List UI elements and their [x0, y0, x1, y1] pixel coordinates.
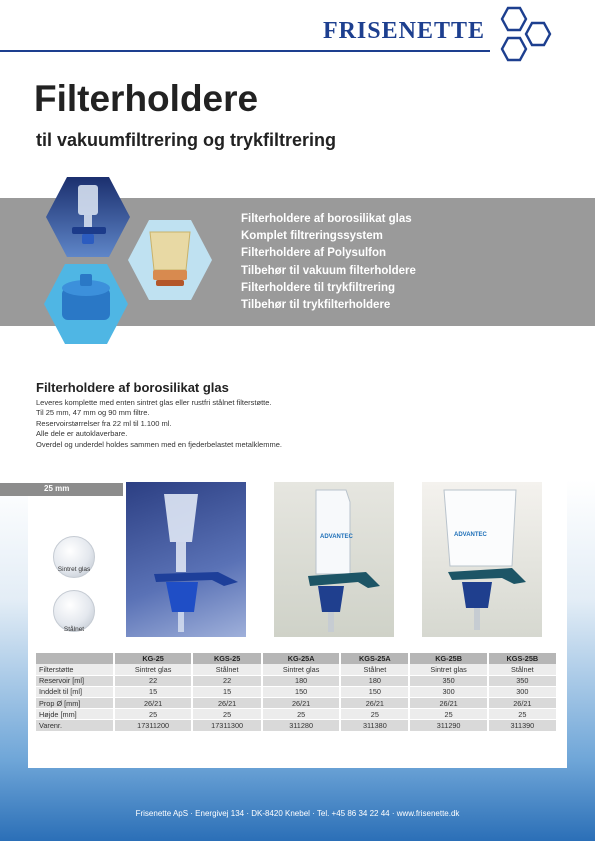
table-cell: Reservoir [ml] [36, 675, 114, 686]
table-cell: Sintret glas [409, 664, 487, 675]
table-row [36, 686, 557, 697]
category-link-polysulfon[interactable]: Filterholdere af Polysulfon [241, 247, 387, 260]
table-row [36, 675, 557, 686]
table-cell: Højde [mm] [36, 709, 114, 720]
table-row [36, 720, 557, 731]
header-cell: KG-25A [262, 653, 340, 664]
table-cell: 300 [409, 686, 487, 697]
table-cell: 22 [192, 675, 262, 686]
desc-line: Leveres komplette med enten sintret glas eller rustfri stålnet filterstøtte. [36, 398, 272, 407]
category-link-trykfiltrering[interactable]: Filterholdere til trykfiltrering [241, 281, 395, 294]
table-cell: 25 [192, 709, 262, 720]
table-cell: Stålnet [192, 664, 262, 675]
advantec-label: ADVANTEC [454, 532, 487, 538]
page-title: Filterholdere [34, 78, 259, 119]
photo-kg-25b [422, 482, 542, 637]
table-row [36, 709, 557, 720]
category-link-tryk-tilbehor[interactable]: Tilbehør til trykfilterholdere [241, 299, 391, 312]
category-link-komplet[interactable]: Komplet filtreringssystem [241, 230, 383, 243]
table-cell: Inddelt til [ml] [36, 686, 114, 697]
desc-line: Overdel og underdel holdes sammen med en fjederbelastet metalklemme. [36, 439, 282, 449]
table-cell: 26/21 [409, 698, 487, 709]
advantec-label: ADVANTEC [320, 534, 353, 540]
hexagon-logo-icon [496, 6, 558, 64]
section-description [36, 398, 282, 450]
table-cell: Stålnet [488, 664, 557, 675]
table-cell: 26/21 [262, 698, 340, 709]
spec-table [36, 653, 558, 732]
table-cell: 25 [488, 709, 557, 720]
header-cell [36, 653, 114, 664]
table-cell: 350 [488, 675, 557, 686]
desc-line: Til 25 mm, 47 mm og 90 mm filtre. [36, 408, 150, 418]
header-cell: KGS-25B [488, 653, 557, 664]
glass-filter-holder-hex-image [46, 175, 130, 259]
table-cell: 17311300 [192, 720, 262, 731]
table-cell: 311290 [409, 720, 487, 731]
desc-line: Reservoirstørrelser fra 22 ml til 1.100 ml. [36, 418, 172, 428]
table-cell: 350 [409, 675, 487, 686]
category-link-list [241, 211, 416, 314]
table-cell: Prop Ø [mm] [36, 698, 114, 709]
table-row [36, 698, 557, 709]
table-cell: Sintret glas [114, 664, 192, 675]
table-cell: 311380 [340, 720, 409, 731]
table-cell: 180 [262, 675, 340, 686]
header-rule [0, 50, 490, 52]
header-cell: KG-25B [409, 653, 487, 664]
sintered-glass-label: Sintret glas [57, 566, 91, 573]
table-cell: 150 [262, 686, 340, 697]
desc-line: Alle dele er autoklaverbare. [36, 429, 128, 439]
table-cell: 311390 [488, 720, 557, 731]
table-cell: 150 [340, 686, 409, 697]
table-cell: 15 [192, 686, 262, 697]
table-cell: 26/21 [340, 698, 409, 709]
table-cell: 26/21 [192, 698, 262, 709]
pressure-filter-hex-image [44, 262, 128, 346]
table-cell: 25 [340, 709, 409, 720]
polysulfon-filter-hex-image [128, 218, 212, 302]
table-cell: Stålnet [340, 664, 409, 675]
table-cell: Filterstøtte [36, 664, 114, 675]
table-cell: 17311200 [114, 720, 192, 731]
section-title: Filterholdere af borosilikat glas [36, 380, 229, 395]
table-cell: 25 [409, 709, 487, 720]
table-cell: 15 [114, 686, 192, 697]
table-cell: 25 [114, 709, 192, 720]
table-cell: 26/21 [488, 698, 557, 709]
spec-table-header [36, 653, 557, 664]
header-cell: KG-25 [114, 653, 192, 664]
photo-kg-25a [274, 482, 394, 637]
steel-mesh-label: Stålnet [63, 626, 85, 633]
table-cell: 300 [488, 686, 557, 697]
table-cell: 26/21 [114, 698, 192, 709]
table-cell: 311280 [262, 720, 340, 731]
footer-contact: Frisenette ApS · Energivej 134 · DK-8420 Knebel · Tel. +45 86 34 22 44 · www.frisenette.dk [135, 809, 460, 818]
category-link-vakuum-tilbehor[interactable]: Tilbehør til vakuum filterholdere [241, 264, 416, 277]
size-label: 25 mm [44, 484, 70, 493]
table-cell: 22 [114, 675, 192, 686]
header-cell: KGS-25 [192, 653, 262, 664]
table-cell: 180 [340, 675, 409, 686]
table-row [36, 664, 557, 675]
table-cell: Varenr. [36, 720, 114, 731]
category-link-borosilikat[interactable]: Filterholdere af borosilikat glas [241, 213, 412, 225]
brand-logo-text: FRISENETTE [322, 18, 485, 44]
table-cell: Sintret glas [262, 664, 340, 675]
header-cell: KGS-25A [340, 653, 409, 664]
page-subtitle: til vakuumfiltrering og trykfiltrering [36, 130, 337, 150]
table-cell: 25 [262, 709, 340, 720]
photo-kg-25 [126, 482, 246, 637]
